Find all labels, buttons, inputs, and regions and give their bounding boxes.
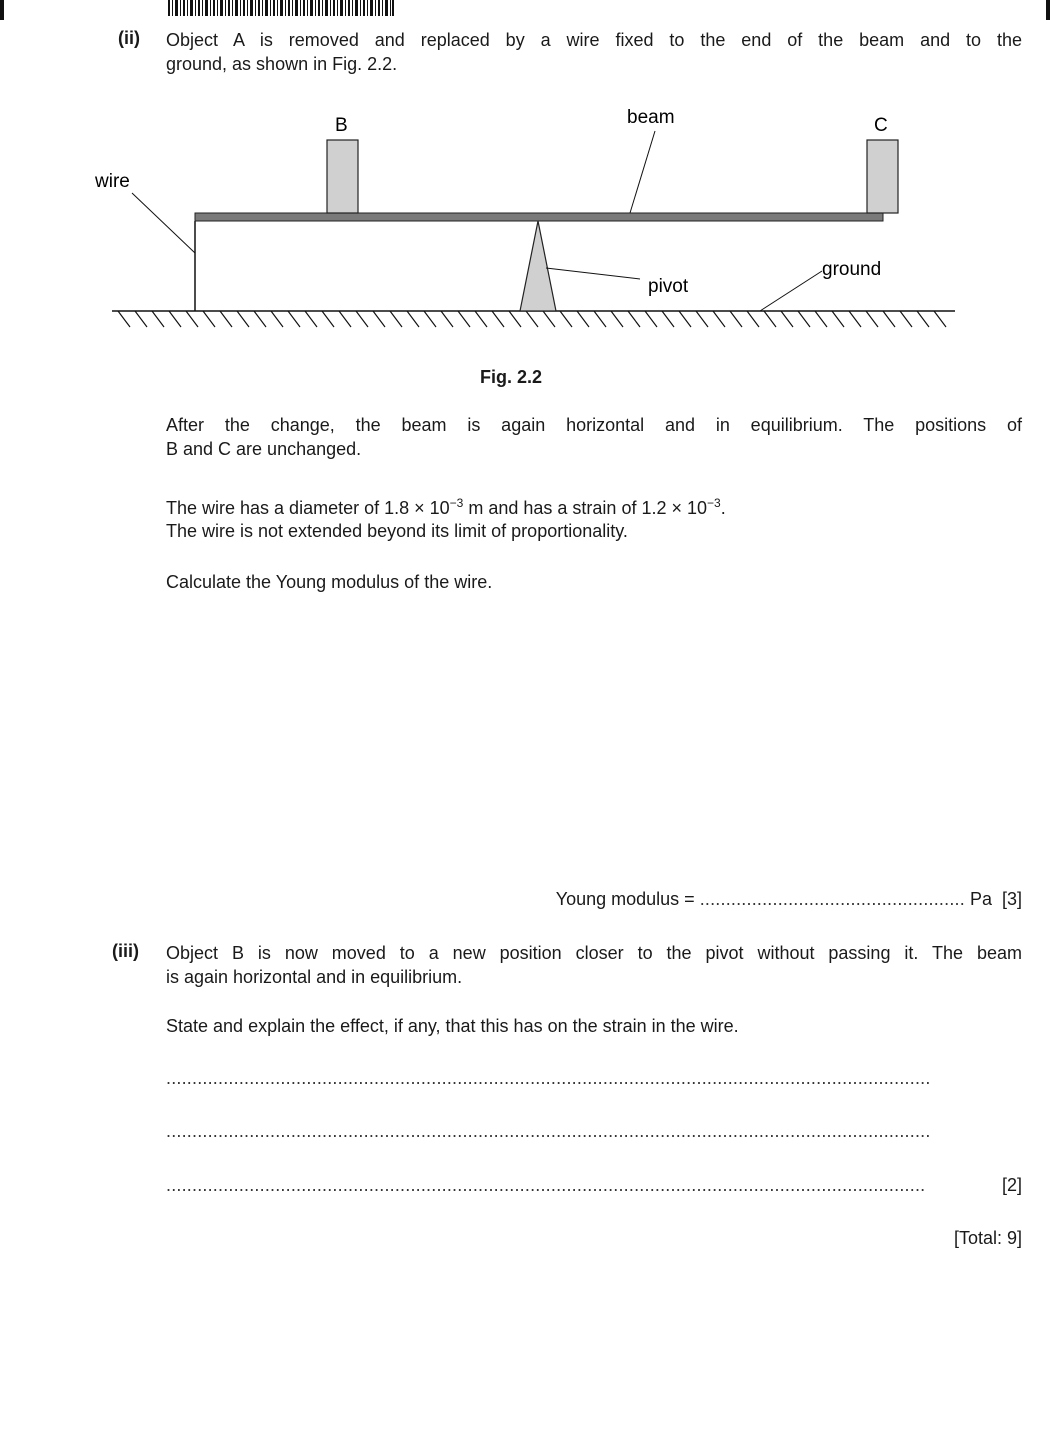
pivot bbox=[520, 221, 556, 311]
part-iii-text bbox=[166, 941, 1022, 989]
hatch-mark bbox=[645, 311, 657, 327]
total-marks: [Total: 9] bbox=[953, 1228, 1022, 1248]
strain-exponent: −3 bbox=[707, 496, 721, 510]
answer-line-3-row bbox=[166, 1175, 1022, 1196]
after-line-2: B and C are unchanged. bbox=[166, 439, 362, 459]
part-iii-number: (iii) bbox=[112, 941, 139, 961]
hatch-mark bbox=[305, 311, 317, 327]
hatch-mark bbox=[730, 311, 742, 327]
answer-dots[interactable]: ................................................... bbox=[699, 889, 965, 909]
answer-unit: Pa bbox=[964, 889, 992, 909]
answer-line-3[interactable]: .................................................................................................................................................. bbox=[166, 1175, 926, 1195]
part-ii-text bbox=[166, 28, 1022, 76]
hatch-mark bbox=[849, 311, 861, 327]
wire-diameter-text: The wire has a diameter of 1.8 × 10 bbox=[166, 498, 450, 518]
hatch-mark bbox=[322, 311, 334, 327]
hatch-mark bbox=[407, 311, 419, 327]
answer-marks: [3] bbox=[1001, 889, 1022, 909]
young-modulus-answer bbox=[556, 889, 1022, 910]
hatch-mark bbox=[458, 311, 470, 327]
hatch-mark bbox=[475, 311, 487, 327]
hatch-mark bbox=[373, 311, 385, 327]
part-ii-number: (ii) bbox=[118, 28, 140, 48]
part-iii-prompt: State and explain the effect, if any, that this has on the strain in the wire. bbox=[166, 1016, 739, 1036]
hatch-mark bbox=[883, 311, 895, 327]
wire-strain-text: m and has a strain of 1.2 × 10 bbox=[463, 498, 708, 518]
part-ii-line-2: ground, as shown in Fig. 2.2. bbox=[166, 54, 398, 74]
hatch-mark bbox=[662, 311, 674, 327]
proportionality-line: The wire is not extended beyond its limit of proportionality. bbox=[166, 521, 628, 541]
barcode bbox=[168, 0, 394, 16]
wire-strain-end: . bbox=[720, 498, 726, 518]
label-pivot: pivot bbox=[648, 276, 689, 297]
hatch-mark bbox=[288, 311, 300, 327]
label-c: C bbox=[874, 115, 888, 136]
hatch-mark bbox=[356, 311, 368, 327]
hatch-mark bbox=[271, 311, 283, 327]
diameter-exponent: −3 bbox=[449, 496, 464, 510]
hatch-mark bbox=[747, 311, 759, 327]
hatch-mark bbox=[815, 311, 827, 327]
hatch-mark bbox=[764, 311, 776, 327]
wire-leader bbox=[132, 193, 195, 253]
after-line-1: After the change, the beam is again horizontal and in equilibrium. The positions of bbox=[166, 415, 1022, 435]
hatch-mark bbox=[577, 311, 589, 327]
hatch-mark bbox=[390, 311, 402, 327]
answer-label: Young modulus = bbox=[555, 889, 700, 909]
hatch-mark bbox=[492, 311, 504, 327]
figure-2-2 bbox=[0, 95, 1050, 350]
hatch-mark bbox=[424, 311, 436, 327]
after-change-text bbox=[166, 413, 1022, 461]
hatch-mark bbox=[186, 311, 198, 327]
hatch-mark bbox=[254, 311, 266, 327]
ground-leader bbox=[760, 271, 822, 311]
hatch-mark bbox=[237, 311, 249, 327]
hatch-mark bbox=[696, 311, 708, 327]
hatch-mark bbox=[917, 311, 929, 327]
hatch-mark bbox=[203, 311, 215, 327]
hatch-mark bbox=[594, 311, 606, 327]
hatch-mark bbox=[560, 311, 572, 327]
hatch-mark bbox=[543, 311, 555, 327]
hatch-mark bbox=[713, 311, 725, 327]
object-c bbox=[867, 140, 898, 213]
left-edge-mark bbox=[0, 0, 4, 20]
hatch-mark bbox=[118, 311, 130, 327]
hatch-mark bbox=[781, 311, 793, 327]
beam bbox=[195, 213, 883, 221]
hatch-mark bbox=[509, 311, 521, 327]
calculate-instruction: Calculate the Young modulus of the wire. bbox=[166, 572, 493, 592]
hatch-mark bbox=[934, 311, 946, 327]
hatch-mark bbox=[135, 311, 147, 327]
wire-data-line bbox=[166, 497, 726, 519]
answer-line-2[interactable]: ................................................................................................................................................... bbox=[166, 1121, 931, 1141]
label-beam: beam bbox=[627, 107, 675, 128]
label-wire: wire bbox=[95, 171, 130, 192]
object-b bbox=[327, 140, 358, 213]
part-iii-marks: [2] bbox=[1001, 1175, 1022, 1195]
figure-caption: Fig. 2.2 bbox=[480, 367, 543, 387]
label-ground: ground bbox=[822, 259, 882, 280]
ground-hatching bbox=[118, 311, 946, 327]
hatch-mark bbox=[441, 311, 453, 327]
hatch-mark bbox=[611, 311, 623, 327]
hatch-mark bbox=[832, 311, 844, 327]
hatch-mark bbox=[169, 311, 181, 327]
hatch-mark bbox=[220, 311, 232, 327]
pivot-leader bbox=[546, 268, 640, 279]
hatch-mark bbox=[526, 311, 538, 327]
label-b: B bbox=[335, 115, 348, 136]
hatch-mark bbox=[679, 311, 691, 327]
right-edge-mark bbox=[1046, 0, 1050, 20]
hatch-mark bbox=[900, 311, 912, 327]
part-ii-line-1: Object A is removed and replaced by a wire fixed to the end of the beam and to the bbox=[166, 30, 1022, 50]
hatch-mark bbox=[152, 311, 164, 327]
hatch-mark bbox=[628, 311, 640, 327]
beam-leader bbox=[630, 131, 655, 213]
part-iii-line-2: is again horizontal and in equilibrium. bbox=[166, 967, 463, 987]
part-iii-line-1: Object B is now moved to a new position closer to the pivot without passing it. The beam bbox=[166, 943, 1022, 963]
hatch-mark bbox=[866, 311, 878, 327]
hatch-mark bbox=[339, 311, 351, 327]
hatch-mark bbox=[798, 311, 810, 327]
answer-line-1[interactable]: ................................................................................................................................................... bbox=[166, 1068, 931, 1088]
